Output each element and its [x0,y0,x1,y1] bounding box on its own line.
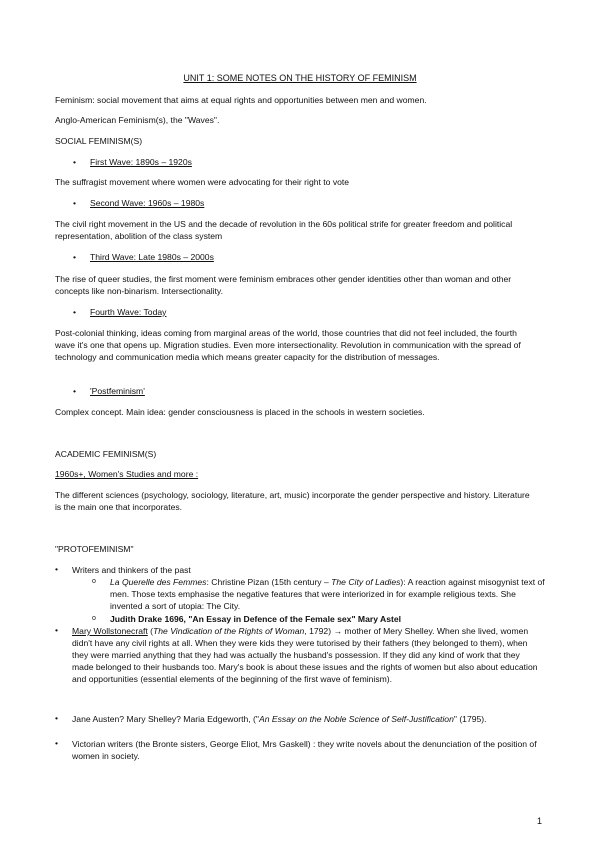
wave-text: Complex concept. Main idea: gender consciousness is placed in the schools in western societies. [55,407,425,417]
document-page: UNIT 1: SOME NOTES ON THE HISTORY OF FEMINISM Feminism: social movement that aims at equal rights and opportunities between men and women. Anglo-American Feminism(s), the "Waves". SOCIAL FEMINISM(S) • First Wave: 1890s – 1920s The suffragist movement where women were advocating for their right to vote • Second Wave: 1960s – 1980s The civil right movement in the US and the decade of revolution in the 60s political strife for greater freedom and political representation, abolition of the class system • Third Wave: Late 1980s – 2000s The rise of queer studies, the first moment were feminism embraces other gender identities other than woman and other concepts like non-binarism. Intersectionality. • Fourth Wave: Today Post-colonial thinking, ideas coming from marginal areas of the world, those countries that did not feel included, the fourth wave it's one that opens up. Migration studies. Even more intersectionality. Revolution in communication with the spread of technology and communication media which means greater capacity for the distribution of messages. • 'Postfeminism' Complex concept. Main idea: gender consciousness is placed in the schools in western societies. ACADEMIC FEMINISM(S) 1960s+, Women's Studies and more : The different sciences (psychology, sociology, literature, art, music) incorporate the gender perspective and history. Literature is the main one that incorporates. "PROTOFEMINISM" • Writers and thinkers of the past o La Querelle des Femmes: Christine Pizan (15th century – The City of Ladies): A reaction against misogynist text of men. Those texts emphasise the negative features that were interiorized in for example religious texts. She invented a sort of utopia: The City. o Judith Drake 1696, "An Essay in Defence of the Female sex" Mary Astel • Mary Wollstonecraft (The Vindication of the Rights of Woman, 1792) → mother of Mery Shelley. When she lived, women didn't have any civil rights at all. When they were kids they were tutorised by their fathers (they belonged to them), when they were married anything that they had was actually the husband's possession. If they did any kind of work that they made belonged to their husbands too. Mary's book is about these issues and the rights of women but also about education and opportunities (essential elements of the beginning of the first wave of feminism). • Jane Austen? Mary Shelley? Maria Edgeworth, ("An Essay on the Noble Science of Self-Justification" (1795). • Victorian writers (the Bronte sisters, George Eliot, Mrs Gaskell) : they write novels about the denunciation of the position of women in society. 1 [0,0,600,848]
academic-heading: ACADEMIC FEMINISM(S) [55,449,157,459]
wave-text: The civil right movement in the US and the decade of revolution in the 60s political strife for greater freedom and political representation, abolition of the class system [55,219,513,241]
social-heading: SOCIAL FEMINISM(S) [55,136,143,146]
page-title: UNIT 1: SOME NOTES ON THE HISTORY OF FEMINISM [183,73,417,83]
definition-text: Feminism: social movement that aims at equal rights and opportunities between men and women. [55,95,427,105]
proto-heading: "PROTOFEMINISM" [55,544,134,554]
wave-item: • First Wave: 1890s – 1920s [73,157,192,167]
wave-item: • Third Wave: Late 1980s – 2000s [73,252,214,262]
wave-item: • 'Postfeminism' [73,386,145,396]
wave-item: • Fourth Wave: Today [73,307,167,317]
wave-text: The suffragist movement where women were advocating for their right to vote [55,177,350,187]
wave-item: • Second Wave: 1960s – 1980s [73,198,205,208]
academic-subheading: 1960s+, Women's Studies and more : [55,469,199,479]
academic-text: The different sciences (psychology, sociology, literature, art, music) incorporate the gender perspective and history. Literature is the main one that incorporates. [55,490,530,512]
page-number: 1 [537,816,543,826]
wave-text: Post-colonial thinking, ideas coming from marginal areas of the world, those countries that did not feel included, the fourth wave it's one that opens up. Migration studies. Even more intersectionality. Revolution in communication with the spread of technology and communication media which means greater capacity for the distribution of messages. [55,328,521,362]
anglo-text: Anglo-American Feminism(s), the "Waves". [55,115,220,125]
wave-text: The rise of queer studies, the first moment were feminism embraces other gender identities other than woman and other concepts like non-binarism. Intersectionality. [55,274,512,296]
